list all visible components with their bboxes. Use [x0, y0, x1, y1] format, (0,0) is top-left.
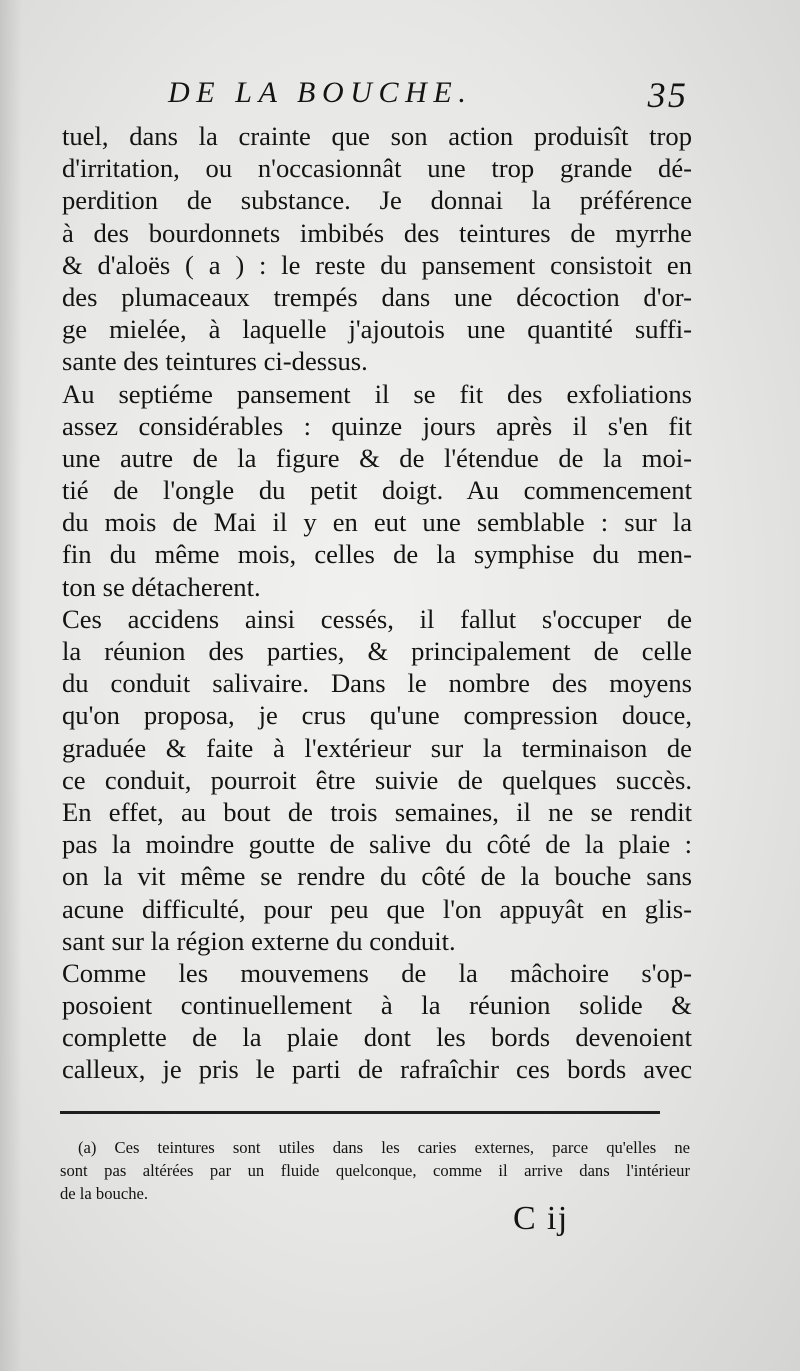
footnote-rule: [60, 1111, 660, 1114]
footnote: [60, 1136, 690, 1205]
text-line: calleux, je pris le parti de rafraîchir ces bords avec: [62, 1054, 692, 1085]
text-line: Ces accidens ainsi cessés, il fallut s'occuper de: [62, 603, 692, 634]
text-line: une autre de la figure & de l'étendue de la moi-: [62, 442, 692, 473]
text-line: pas la moindre goutte de salive du côté de la plaie :: [62, 829, 692, 860]
text-line: acune difficulté, pour peu que l'on appuyât en glis-: [62, 893, 692, 924]
footnote-line: sont pas altérées par un fluide quelconque, comme il arrive dans l'intérieur: [60, 1161, 690, 1180]
text-line: Comme les mouvemens de la mâchoire s'op-: [62, 957, 692, 988]
text-line: ge mielée, à laquelle j'ajoutois une quantité suffi-: [62, 314, 692, 345]
text-line: posoient continuellement à la réunion solide &: [62, 990, 692, 1021]
text-line: fin du même mois, celles de la symphise du men-: [62, 539, 692, 570]
running-title: DE LA BOUCHE.: [168, 76, 473, 109]
text-line: En effet, au bout de trois semaines, il ne se rendit: [62, 796, 692, 827]
text-line: tié de l'ongle du petit doigt. Au commencement: [62, 475, 692, 506]
running-head: [160, 70, 700, 118]
text-line: Au septiéme pansement il se fit des exfoliations: [62, 378, 692, 409]
text-line: qu'on proposa, je crus qu'une compression douce,: [62, 700, 692, 731]
text-line: graduée & faite à l'extérieur sur la terminaison de: [62, 732, 692, 763]
gutter-shadow: [0, 0, 22, 1371]
text-line: assez considérables : quinze jours après il s'en fit: [62, 410, 692, 441]
signature-mark: C ij: [513, 1200, 569, 1237]
text-line: perdition de substance. Je donnai la préférence: [62, 185, 692, 216]
page-number: 35: [647, 75, 688, 115]
text-line: à des bourdonnets imbibés des teintures de myrrhe: [62, 217, 692, 248]
text-line: complette de la plaie dont les bords devenoient: [62, 1022, 692, 1053]
text-line: d'irritation, ou n'occasionnât une trop grande dé-: [62, 153, 692, 184]
text-line: du mois de Mai il y en eut une semblable : sur la: [62, 507, 692, 538]
text-line: sante des teintures ci-dessus.: [62, 346, 368, 377]
text-line: ton se détacherent.: [62, 571, 261, 602]
text-line: la réunion des parties, & principalement de celle: [62, 636, 692, 666]
footnote-line: (a) Ces teintures sont utiles dans les caries externes, parce qu'elles ne: [78, 1138, 690, 1157]
text-line: on la vit même se rendre du côté de la bouche sans: [62, 861, 692, 892]
text-line: & d'aloës ( a ) : le reste du pansement consistoit en: [62, 249, 692, 280]
text-line: tuel, dans la crainte que son action produisît trop: [62, 121, 692, 151]
text-line: ce conduit, pourroit être suivie de quelques succès.: [62, 764, 692, 795]
text-line: sant sur la région externe du conduit.: [62, 925, 456, 956]
text-line: du conduit salivaire. Dans le nombre des moyens: [62, 668, 692, 699]
footnote-line: de la bouche.: [60, 1184, 149, 1203]
body-text: [62, 120, 692, 1086]
text-line: des plumaceaux trempés dans une décoction d'or-: [62, 281, 692, 312]
